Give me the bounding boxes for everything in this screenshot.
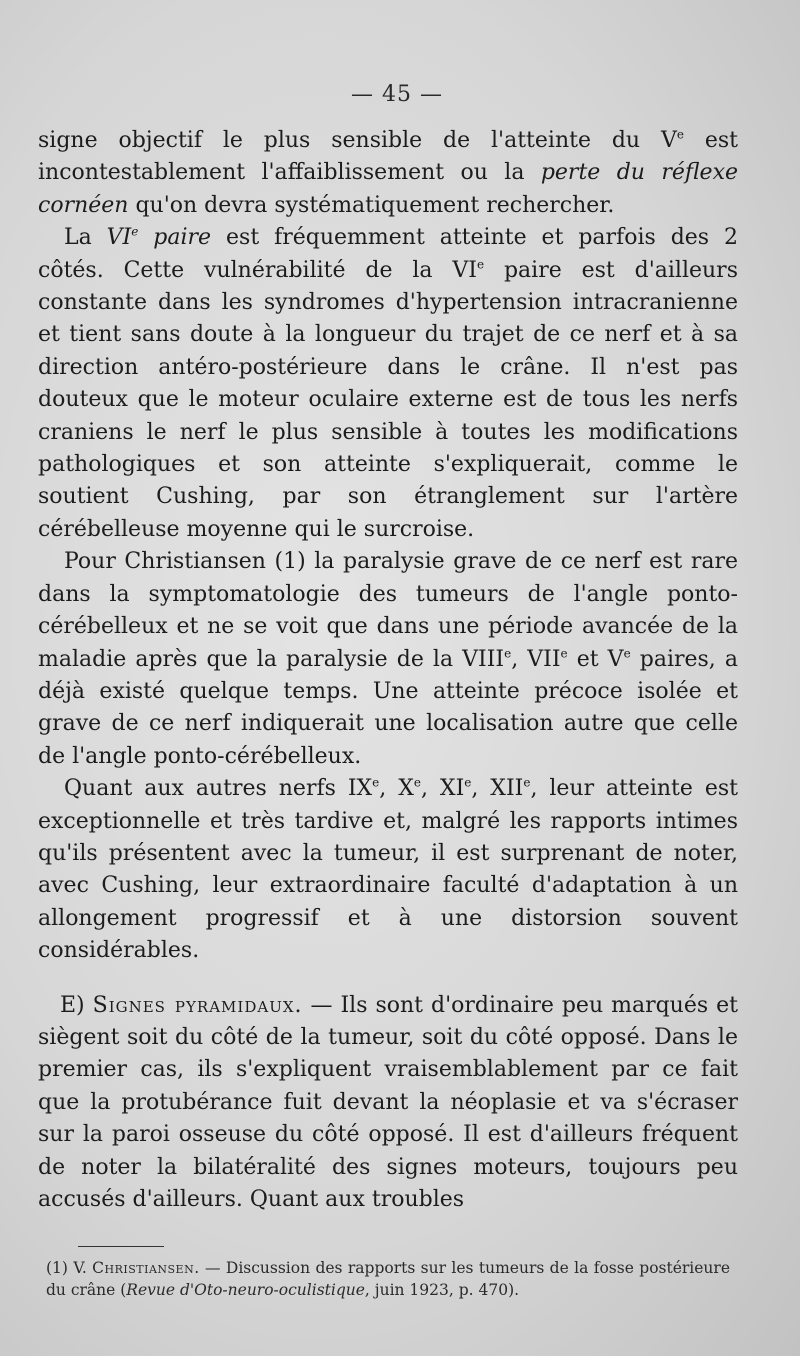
section-heading: Signes pyramidaux. [92,992,303,1018]
paragraph-1: signe objectif le plus sensible de l'atteinte du Ve est incontestablement l'affaiblissement ou la perte du réflexe cornéen qu'on devra systématiquement rechercher. [38,127,738,218]
paragraph-2: La VIe paire est fréquemment atteinte et parfois des 2 côtés. Cette vulnérabilité de la VIe paire est d'ailleurs constante dans les syndromes d'hypertension intracranienne et tient sans doute à la longueur du trajet de ce nerf et à sa direction antéro-postérieure dans le crâne. Il n'est pas douteux que le moteur oculaire externe est de tous les nerfs craniens le nerf le plus sensible à toutes les modifications pathologiques et son atteinte s'expliquerait, comme le soutient Cushing, par son étranglement sur l'artère cérébelleuse moyenne qui le surcroise. [38,224,739,542]
footnote-divider [78,1246,164,1247]
paragraph-3: Pour Christiansen (1) la paralysie grave de ce nerf est rare dans la symptomatologie des tumeurs de l'angle ponto-cérébelleux et ne se voit que dans une période avancée de la maladie après que la paralysie de la VIIIe, VIIe et Ve paires, a déjà existé quelque temps. Une atteinte précoce isolée et grave de ce nerf indiquerait une localisation autre que celle de l'angle ponto-cérébelleux. [38,549,738,769]
footnote-author: Christiansen. [92,1259,200,1278]
body-text [38,125,738,1216]
footnote-journal: Revue d'Oto-neuro-oculistique [126,1281,365,1300]
section-e-pyramidal-signs: E) Signes pyramidaux. — Ils sont d'ordinaire peu marqués et siègent soit du côté de la tumeur, soit du côté opposé. Dans le premier cas, ils s'expliquent vraisemblablement par ce fait que la protubérance fuit devant la néoplasie et va s'écraser sur la paroi osseuse du côté opposé. Il est d'ailleurs fréquent de noter la bilatéralité des signes moteurs, toujours peu accusés d'ailleurs. Quant aux troubles [38,992,738,1212]
page-number: — 45 — [351,82,443,107]
footnote: (1) V. Christiansen. — Discussion des rapports sur les tumeurs de la fosse postérieure du crâne (Revue d'Oto-neuro-oculistique, juin 1923, p. 470). [46,1259,730,1300]
paragraph-4: Quant aux autres nerfs IXe, Xe, XIe, XIIe, leur atteinte est exceptionnelle et très tardive et, malgré les rapports intimes qu'ils présentent avec la tumeur, il est surprenant de noter, avec Cushing, leur extraordinaire faculté d'adaptation à un allongement progressif et à une distorsion souvent considérables. [38,775,738,964]
